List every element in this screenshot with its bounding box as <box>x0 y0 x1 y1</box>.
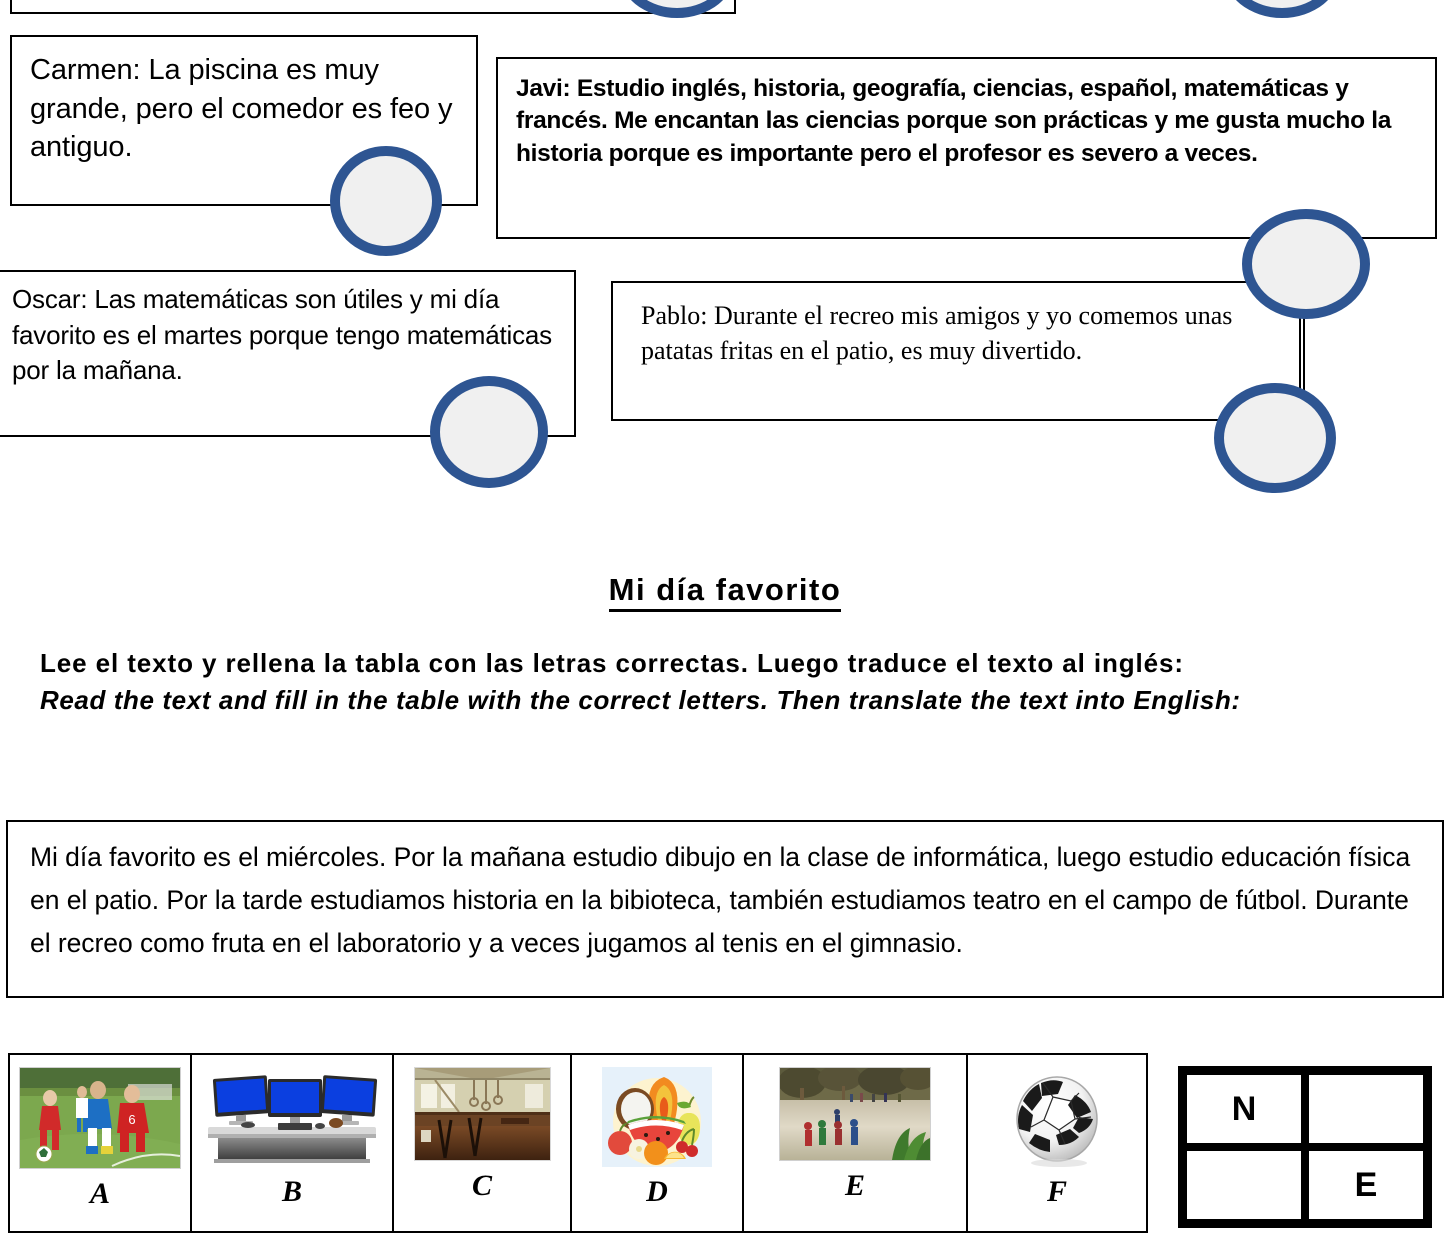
speech-text-javi: Javi: Estudio inglés, historia, geografía, ciencias, español, matemáticas y francés. Me encantan las ciencias porque son prácticas y me gusta mucho la historia porque es importante pero el profesor es severo a veces. <box>516 75 1392 167</box>
answer-grid-table[interactable] <box>1178 1066 1432 1228</box>
school-playground-svg <box>780 1068 930 1160</box>
football-match-photo-icon <box>19 1067 181 1169</box>
page-title <box>0 572 1450 608</box>
answer-cell-bottom-right[interactable]: E <box>1304 1146 1428 1224</box>
school-playground-photo-icon <box>779 1067 931 1161</box>
answer-cell-top-left[interactable]: N <box>1182 1070 1306 1148</box>
speech-bubble-circle-javi <box>1242 209 1370 319</box>
page-title-text: Mi día favorito <box>609 572 842 612</box>
picture-cell-a <box>10 1055 192 1231</box>
picture-letter-a: A <box>89 1177 110 1210</box>
fruit-assortment-icon <box>602 1067 712 1167</box>
gymnasium-interior-photo-icon <box>414 1067 551 1161</box>
speech-box-partial-top <box>10 0 736 14</box>
picture-cell-e <box>744 1055 968 1231</box>
soccer-ball-icon <box>1003 1067 1111 1167</box>
computer-desk-svg <box>202 1067 382 1167</box>
soccer-ball-svg <box>1003 1067 1111 1167</box>
picture-letter-c: C <box>471 1169 492 1202</box>
answer-cell-bottom-left[interactable] <box>1182 1146 1306 1224</box>
speech-bubble-circle-oscar <box>430 376 548 488</box>
instructions-block <box>40 645 1420 719</box>
picture-letter-b: B <box>281 1175 302 1208</box>
instruction-english: Read the text and fill in the table with the correct letters. Then translate the text into English: <box>40 685 1241 716</box>
instruction-spanish: Lee el texto y rellena la tabla con las letras correctas. Luego traduce el texto al inglés: <box>40 648 1184 678</box>
answer-cell-top-right[interactable] <box>1304 1070 1428 1148</box>
reading-passage-box <box>6 820 1444 998</box>
picture-cell-f <box>968 1055 1146 1231</box>
speech-bubble-circle-pablo <box>1214 383 1336 493</box>
reading-passage-text: Mi día favorito es el miércoles. Por la mañana estudio dibujo en la clase de informática, luego estudio educación física en el patio. Por la tarde estudiamos historia en la bibioteca, también estudiamos teatro en el campo de fútbol. Durante el recreo como fruta en el laboratorio y a veces jugamos al tenis en el gimnasio. <box>30 842 1411 959</box>
picture-letter-d: D <box>646 1175 668 1208</box>
picture-cell-b <box>192 1055 394 1231</box>
speech-text-carmen: Carmen: La piscina es muy grande, pero el comedor es feo y antiguo. <box>30 54 453 164</box>
speech-bubble-circle-top-right <box>1223 0 1341 18</box>
computer-desk-icon <box>202 1067 382 1167</box>
fruit-assortment-svg <box>602 1067 712 1167</box>
speech-text-oscar: Oscar: Las matemáticas son útiles y mi día favorito es el martes porque tengo matemáticas por la mañana. <box>12 284 552 386</box>
picture-cell-d <box>572 1055 744 1231</box>
picture-letter-f: F <box>1046 1175 1067 1208</box>
speech-box-pablo <box>611 281 1301 421</box>
picture-reference-table <box>8 1053 1148 1233</box>
svg-text:6: 6 <box>128 1112 136 1127</box>
speech-text-pablo: Pablo: Durante el recreo mis amigos y yo comemos unas patatas fritas en el patio, es muy divertido. <box>641 301 1233 365</box>
speech-bubble-circle-carmen <box>330 146 442 256</box>
football-match-photo-svg <box>20 1068 180 1168</box>
gymnasium-interior-svg <box>415 1068 550 1160</box>
picture-letter-e: E <box>844 1169 865 1202</box>
picture-cell-c <box>394 1055 572 1231</box>
